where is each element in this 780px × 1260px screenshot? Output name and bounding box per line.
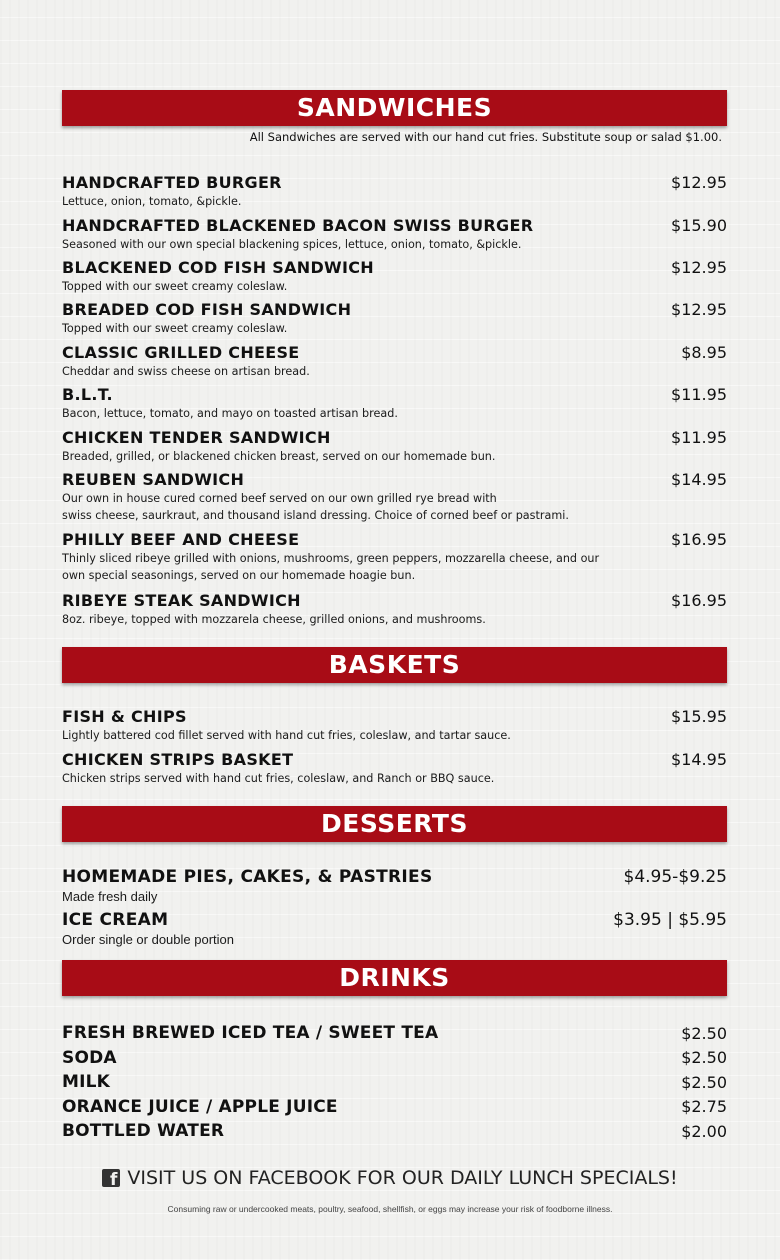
facebook-promo <box>0 1167 780 1189</box>
menu-item <box>62 590 727 628</box>
menu-item <box>62 910 727 948</box>
item-description: Breaded, grilled, or blackened chicken breast, served on our homemade bun. <box>62 450 496 463</box>
drink-name: FRESH BREWED ICED TEA / SWEET TEA <box>62 1023 439 1044</box>
menu-item <box>62 706 727 744</box>
item-description: own special seasonings, served on our homemade hoagie bun. <box>62 569 416 582</box>
menu-item <box>62 867 727 905</box>
item-price: $12.95 <box>671 173 727 192</box>
item-price: $15.95 <box>671 707 727 726</box>
item-description: Our own in house cured corned beef served on our own grilled rye bread with <box>62 492 497 505</box>
item-price: $12.95 <box>671 258 727 277</box>
item-description: Thinly sliced ribeye grilled with onions, mushrooms, green peppers, mozzarella cheese, and our <box>62 552 600 565</box>
drink-name: BOTTLED WATER <box>62 1121 225 1142</box>
item-name: HANDCRAFTED BURGER <box>62 173 282 192</box>
sandwiches-banner: SANDWICHES <box>62 90 727 126</box>
item-description: Seasoned with our own special blackening spices, lettuce, onion, tomato, &pickle. <box>62 238 522 251</box>
drink-item <box>62 1070 727 1095</box>
item-description: Topped with our sweet creamy coleslaw. <box>62 322 288 335</box>
facebook-promo-text: VISIT US ON FACEBOOK FOR OUR DAILY LUNCH SPECIALS! <box>127 1167 678 1189</box>
menu-item <box>62 469 727 524</box>
menu-item <box>62 299 727 337</box>
item-name: PHILLY BEEF AND CHEESE <box>62 530 300 549</box>
item-description: Lightly battered cod fillet served with hand cut fries, coleslaw, and tartar sauce. <box>62 729 511 742</box>
item-description: swiss cheese, saurkraut, and thousand island dressing. Choice of corned beef or pastrami. <box>62 509 569 522</box>
drink-item <box>62 1046 727 1071</box>
item-name: FISH & CHIPS <box>62 707 187 726</box>
drink-item <box>62 1119 727 1144</box>
item-name: ICE CREAM <box>62 910 169 930</box>
item-name: RIBEYE STEAK SANDWICH <box>62 591 301 610</box>
drink-price: $2.50 <box>681 1072 727 1092</box>
desserts-banner: DESSERTS <box>62 806 727 842</box>
menu-item <box>62 384 727 422</box>
drink-name: ORANCE JUICE / APPLE JUICE <box>62 1096 338 1117</box>
food-safety-disclaimer: Consuming raw or undercooked meats, poultry, seafood, shellfish, or eggs may increase your risk of foodborne illness. <box>167 1204 613 1214</box>
item-name: B.L.T. <box>62 385 113 404</box>
item-price: $8.95 <box>681 343 727 362</box>
item-price: $16.95 <box>671 591 727 610</box>
sandwiches-note: All Sandwiches are served with our hand cut fries. Substitute soup or salad $1.00. <box>249 130 722 144</box>
menu-item <box>62 172 727 210</box>
item-price: $15.90 <box>671 216 727 235</box>
menu-item <box>62 427 727 465</box>
item-price: $3.95 | $5.95 <box>613 910 727 930</box>
drink-item <box>62 1021 727 1046</box>
drink-price: $2.00 <box>681 1121 727 1141</box>
drink-name: SODA <box>62 1047 117 1068</box>
item-name: HOMEMADE PIES, CAKES, & PASTRIES <box>62 867 433 887</box>
item-price: $14.95 <box>671 750 727 769</box>
item-price: $16.95 <box>671 530 727 549</box>
item-name: CLASSIC GRILLED CHEESE <box>62 343 300 362</box>
item-price: $14.95 <box>671 470 727 489</box>
item-name: BLACKENED COD FISH SANDWICH <box>62 258 374 277</box>
item-description: Lettuce, onion, tomato, &pickle. <box>62 195 242 208</box>
item-price: $11.95 <box>671 428 727 447</box>
drink-name: MILK <box>62 1072 111 1093</box>
item-description: Chicken strips served with hand cut fries, coleslaw, and Ranch or BBQ sauce. <box>62 772 495 785</box>
drink-price: $2.75 <box>681 1097 727 1117</box>
item-description: Cheddar and swiss cheese on artisan bread. <box>62 365 310 378</box>
item-price: $11.95 <box>671 385 727 404</box>
item-name: REUBEN SANDWICH <box>62 470 245 489</box>
item-price: $12.95 <box>671 300 727 319</box>
item-description: Topped with our sweet creamy coleslaw. <box>62 280 288 293</box>
drink-price: $2.50 <box>681 1023 727 1043</box>
menu-item <box>62 749 727 787</box>
menu-item <box>62 342 727 380</box>
drink-item <box>62 1095 727 1120</box>
item-name: CHICKEN TENDER SANDWICH <box>62 428 331 447</box>
item-description: Bacon, lettuce, tomato, and mayo on toasted artisan bread. <box>62 407 398 420</box>
item-description: Made fresh daily <box>62 889 158 904</box>
item-name: CHICKEN STRIPS BASKET <box>62 750 294 769</box>
item-name: BREADED COD FISH SANDWICH <box>62 300 352 319</box>
item-name: HANDCRAFTED BLACKENED BACON SWISS BURGER <box>62 216 534 235</box>
drink-price: $2.50 <box>681 1048 727 1068</box>
drinks-banner: DRINKS <box>62 960 727 996</box>
drinks-list <box>62 1021 727 1144</box>
facebook-icon: f <box>102 1169 120 1187</box>
menu-item <box>62 529 727 584</box>
item-description: 8oz. ribeye, topped with mozzarela cheese, grilled onions, and mushrooms. <box>62 613 486 626</box>
menu-item <box>62 215 727 253</box>
item-price: $4.95-$9.25 <box>623 867 727 887</box>
menu-item <box>62 257 727 295</box>
baskets-banner: BASKETS <box>62 647 727 683</box>
item-description: Order single or double portion <box>62 932 234 947</box>
